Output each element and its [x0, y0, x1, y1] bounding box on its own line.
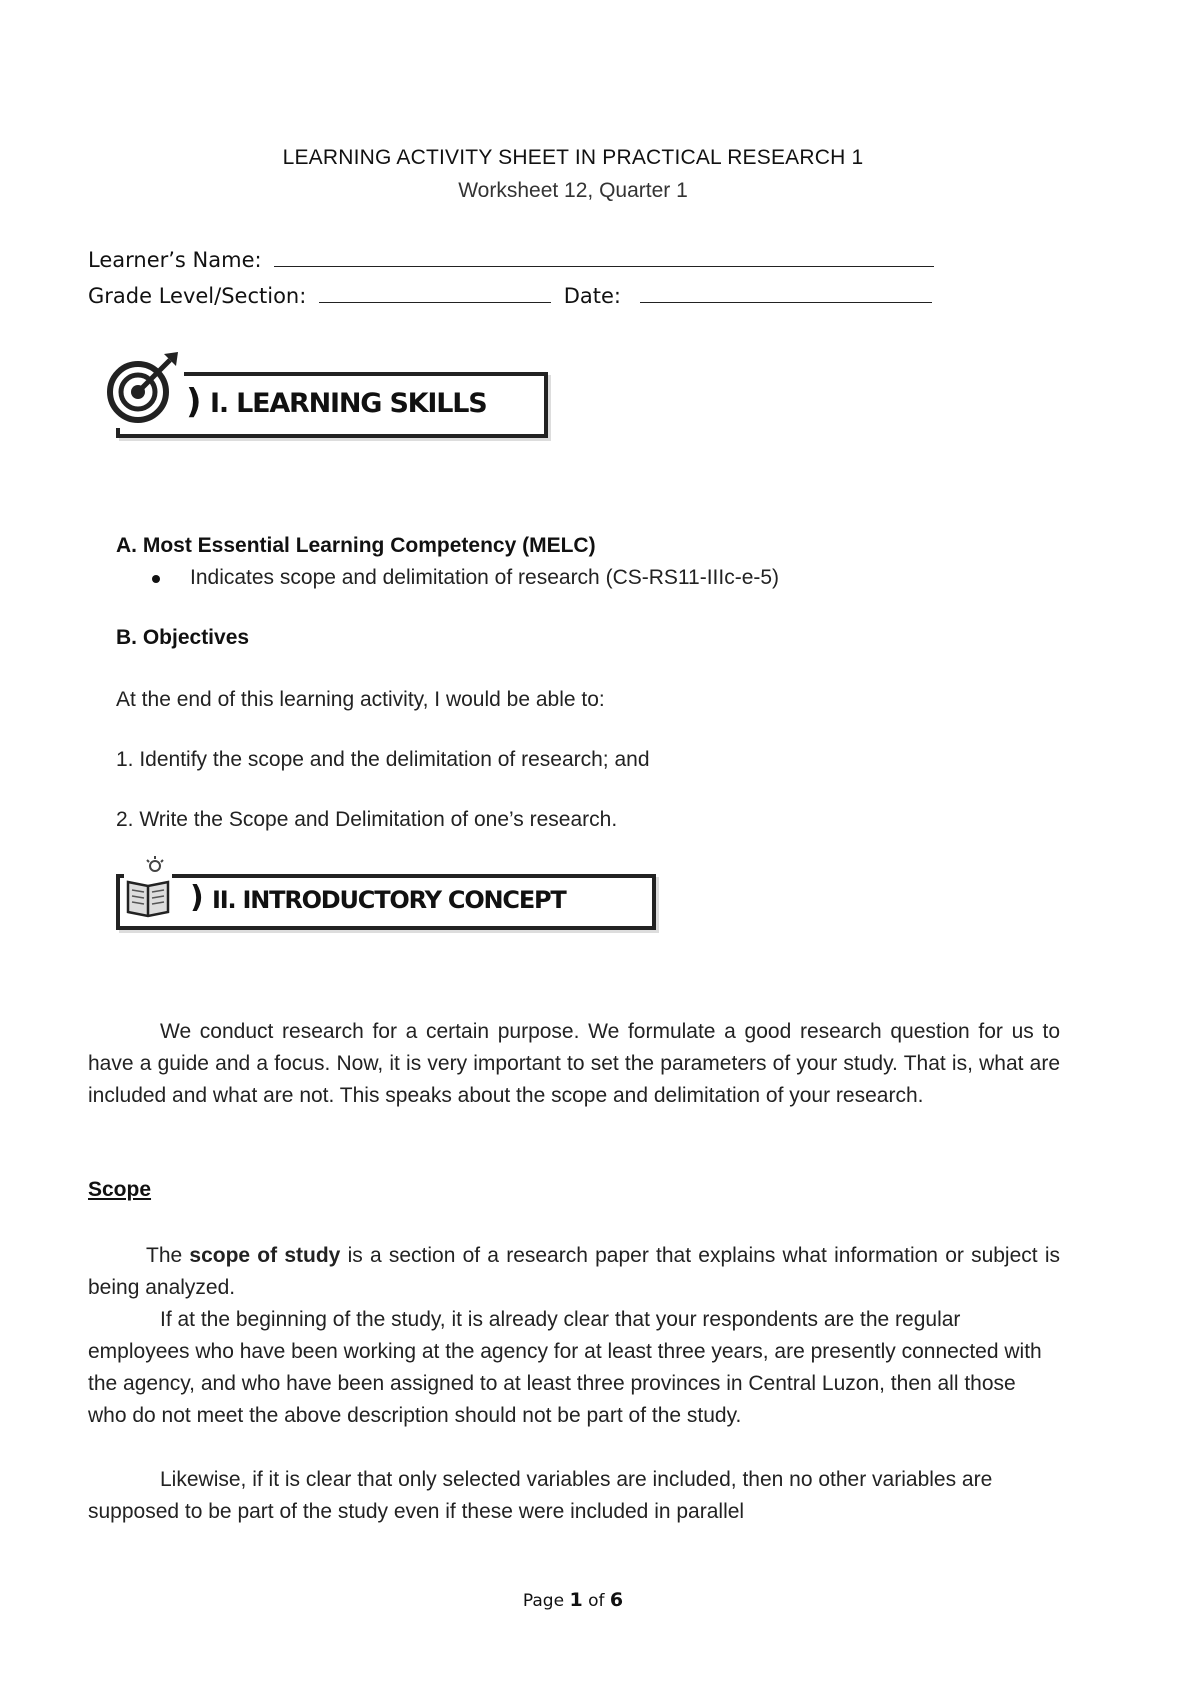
page-footer — [0, 1589, 1146, 1611]
scope-term: scope of study — [189, 1244, 341, 1267]
learner-name-blank — [274, 246, 934, 267]
page-subtitle: Worksheet 12, Quarter 1 — [458, 179, 688, 202]
book-lightbulb-icon — [124, 854, 172, 920]
grade-date-row — [88, 282, 932, 308]
objective-1: 1. Identify the scope and the delimitation of research; and — [116, 748, 650, 771]
learner-name-label: Learner’s Name: — [88, 248, 262, 272]
scope-text-pre: The — [146, 1244, 190, 1267]
date-blank — [640, 282, 932, 303]
footer-page-number: 1 — [569, 1589, 583, 1611]
melc-item-text: Indicates scope and delimitation of research (CS-RS11-IIIc-e-5) — [190, 566, 780, 589]
footer-page-word: Page — [522, 1591, 565, 1611]
melc-heading: A. Most Essential Learning Competency (MELC) — [116, 534, 596, 557]
objective-2: 2. Write the Scope and Delimitation of one’s research. — [116, 808, 618, 831]
scope-paragraph — [88, 1240, 1060, 1304]
banner-bracket-decor: ) — [186, 382, 202, 422]
bullet-icon — [152, 575, 160, 583]
grade-section-blank — [319, 282, 551, 303]
grade-section-label: Grade Level/Section: — [88, 284, 307, 308]
introductory-concept-heading: II. INTRODUCTORY CONCEPT — [212, 886, 566, 914]
learning-skills-heading: I. LEARNING SKILLS — [210, 388, 487, 419]
objectives-intro: At the end of this learning activity, I would be able to: — [116, 688, 605, 711]
variables-paragraph: Likewise, if it is clear that only selected variables are included, then no other variables are supposed to be part of the study even if these were included in parallel — [88, 1468, 993, 1523]
footer-total-pages: 6 — [609, 1589, 624, 1611]
melc-list-item — [152, 566, 779, 590]
learner-name-row — [88, 246, 934, 272]
learning-skills-banner — [88, 336, 548, 446]
scope-heading: Scope — [88, 1178, 152, 1201]
date-label: Date: — [563, 284, 621, 308]
page-title: LEARNING ACTIVITY SHEET IN PRACTICAL RESEARCH 1 — [282, 146, 864, 169]
footer-of-word: of — [588, 1591, 605, 1611]
intro-paragraph: We conduct research for a certain purpose. We formulate a good research question for us to have a guide and a focus. Now, it is very important to set the parameters of your study. That is, what are included and what are not. This speaks about the scope and delimitation of your research. — [88, 1020, 1060, 1107]
scope-text-post: is a section of a research paper that explains what information or subject is being analyzed. — [88, 1244, 1060, 1299]
introductory-concept-banner — [112, 852, 658, 938]
respondents-paragraph: If at the beginning of the study, it is already clear that your respondents are the regular employees who have been working at the agency for at least three years, are presently connected with the agency, and who have been assigned to at least three provinces in Central Luzon, then all those who do not meet the above description should not be part of the study. — [88, 1308, 1042, 1427]
objectives-heading: B. Objectives — [116, 626, 250, 649]
banner-bracket-decor: ) — [190, 880, 204, 915]
target-icon — [104, 348, 184, 428]
